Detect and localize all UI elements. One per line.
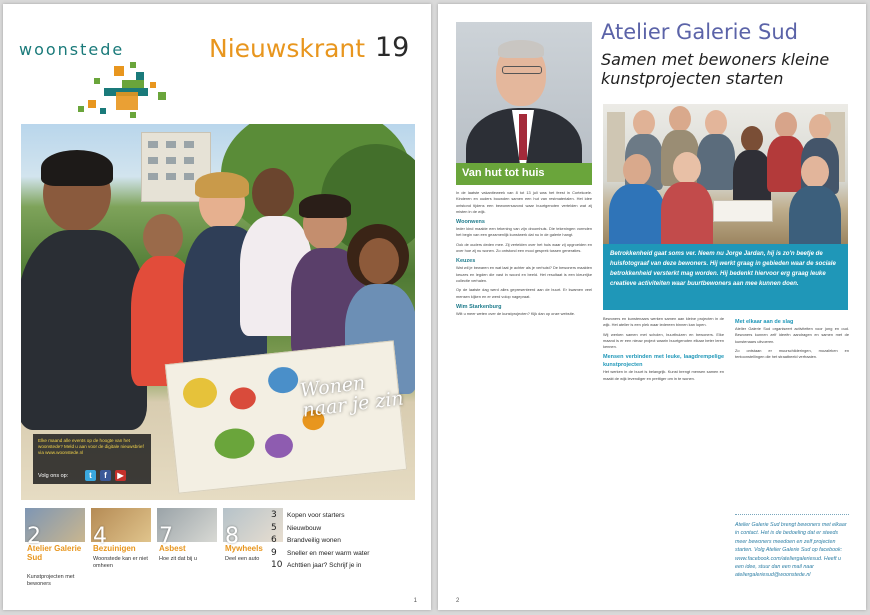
cover-slogan: Wonen naar je zin [298, 371, 405, 422]
paragraph: Wat wil je bewaren en wat laat je achter als je verhuist? De bewoners maakten keuzes en legden die vast in woord en beeld. Het resultaat is een kleurrijke collectie verhalen. [456, 265, 592, 283]
toc-title: Achttien jaar? Schrijf je in [287, 562, 362, 570]
toc-page-number: 3 [271, 510, 277, 520]
teaser-title: Bezuinigen [93, 544, 136, 553]
paragraph: Bewoners en kunstenaars werken samen aan kleine projecten in de wijk. Het atelier is een plek waar iedereen binnen kan lopen. [603, 316, 724, 328]
section-label: Van hut tot huis [456, 163, 592, 185]
paragraph: Op de laatste dag werd alles gepresenteerd aan de buurt. Er kwamen veel mensen kijken en er werd volop nagepraat. [456, 287, 592, 299]
paragraph: Het werken in de buurt is belangrijk. Kunst brengt mensen samen en maakt de wijk levendiger en prettiger om in te wonen. [603, 369, 724, 381]
front-page [3, 4, 431, 610]
page-number: 1 [413, 598, 417, 604]
teaser-asbest[interactable] [157, 508, 217, 594]
teaser-number: 7 [159, 524, 173, 549]
teaser-title: Atelier Galerie Sud [27, 544, 82, 562]
info-quote: Atelier Galerie Sud brengt bewoners met elkaar in contact. Het is de bedoeling dat er steeds meer bewoners meedoen en zelf projecten starten. Volg Atelier Galerie Sud op facebook: www.facebook.com/ateliergaleriesud. Heeft u een idee, stuur dan een mail naar ateliergaleriesud@woonstede.nl [735, 514, 849, 580]
subheading: Met elkaar aan de slag [735, 319, 794, 325]
paragraph: Ieder kind maakte een tekening van zijn droomhuis. Die tekeningen vormden het begin van een gezamenlijk kunstwerk dat nu in de galerie hangt. [456, 226, 592, 238]
group-photo [603, 104, 848, 244]
toc-item[interactable] [271, 548, 411, 561]
teaser-title: Mywheels [225, 544, 263, 553]
subheading: Keuzes [456, 258, 476, 265]
subheading: Woonwens [456, 219, 485, 226]
toc-item[interactable] [271, 523, 411, 536]
social-follow-label: Volg ons op: [38, 473, 69, 479]
teaser-description: Hoe zit dat bij u [159, 556, 197, 562]
woonstede-logo [19, 26, 189, 126]
subheading: Wim Starkenburg [456, 303, 502, 310]
subheading: Mensen verbinden met leuke, laagdrempelige kunstprojecten [603, 354, 724, 369]
toc-title: Nieuwbouw [287, 524, 322, 532]
teaser-description: Kunstprojecten met bewoners [27, 574, 75, 587]
toc-page-number: 10 [271, 560, 283, 571]
painting-canvas [165, 340, 407, 493]
table-papers [713, 200, 773, 222]
group-person [787, 156, 843, 244]
article-subtitle: Samen met bewoners kleine kunstprojecten starten [601, 50, 830, 88]
toc-page-number: 9 [271, 547, 277, 558]
social-promo-text: Elke maand alle events op de hoogte van het woonstede? Meld u aan voor de digitale nieuwsbrief via www.woonstede.nl [38, 438, 144, 455]
article-page [438, 4, 866, 610]
toc-item[interactable] [271, 535, 411, 548]
article-title: Atelier Galerie Sud [601, 20, 798, 44]
portrait-photo [456, 22, 592, 184]
twitter-icon[interactable]: t [85, 470, 96, 481]
group-person [659, 152, 715, 244]
toc-item[interactable] [271, 560, 411, 573]
paragraph: Wij werken samen met scholen, buurthuizen en bewoners. Elke maand is er een nieuw project waarin buurtgenoten elkaar beter leren kennen. [603, 331, 724, 350]
logo-mark-icon [74, 62, 184, 126]
photo-caption: Betrokkenheid gaat soms ver. Neem nu Jorge Jardan, hij is zo'n beetje de huisfotograaf van deze bewoners. Hij werkt graag in gebieden waar de sociale betrokkenheid versterkt mag worden. Hij bedenkt hiervoor erg graag leuke creatieve activiteiten waar buurtbewoners aan mee kunnen doen. [603, 244, 848, 310]
teaser-description: Woonstede kan er niet omheen [93, 556, 148, 569]
teaser-description: Deel een auto [225, 556, 260, 562]
paragraph: Wilt u meer weten over de kunstprojecten? Kijk dan op onze website. [456, 310, 575, 316]
teaser-title: Asbest [159, 544, 186, 553]
teaser-bezuinigen[interactable] [91, 508, 151, 594]
toc-title: Brandveilig wonen [287, 537, 341, 545]
magazine-title: Nieuwskrant [209, 34, 366, 63]
article-column-1 [456, 190, 592, 602]
toc-title: Sneller en meer warm water [287, 549, 370, 557]
social-promo [33, 434, 151, 484]
teaser-number: 4 [93, 524, 107, 549]
article-column-3 [735, 316, 849, 510]
logo-text: woonstede [19, 40, 125, 59]
toc-page-number: 5 [271, 522, 277, 533]
toc-title: Kopen voor starters [287, 512, 345, 519]
page-number: 2 [456, 598, 460, 604]
teaser-number: 8 [225, 524, 239, 549]
issue-number: 19 [375, 32, 410, 63]
table-of-contents [271, 510, 411, 573]
paragraph: Atelier Galerie Sud organiseert activiteiten voor jong en oud. Bewoners kunnen zelf ideeën aandragen en samen met de kunstenaars uitvoeren. [735, 326, 849, 344]
facebook-icon[interactable]: f [100, 470, 111, 481]
youtube-icon[interactable]: ▶ [115, 470, 126, 481]
teaser-atelier[interactable] [25, 508, 85, 594]
paragraph: Ook de ouders deden mee. Zij vertelden over het huis waar zij opgroeiden en over hoe zij nu wonen. Zo ontstond een mooi gesprek tussen generaties. [456, 241, 592, 254]
paragraph: In de laatste vakantieweek van 8 tot 13 juli was het feest in Cortekoele. Kinderen en ouders bouwden samen een hut van restmaterialen. Het idee ontstond tijdens een bewonersavond waar buurtgenoten vertelden wat zij misten in de wijk. [456, 190, 592, 214]
paragraph: Zo ontstaan er muurschilderingen, mozaïeken en tentoonstellingen die het straatbeeld verfraaien. [735, 347, 849, 360]
toc-page-number: 6 [271, 535, 277, 546]
group-person [607, 154, 667, 244]
toc-item[interactable] [271, 510, 411, 523]
teaser-number: 2 [27, 524, 41, 549]
article-column-2 [603, 316, 724, 602]
